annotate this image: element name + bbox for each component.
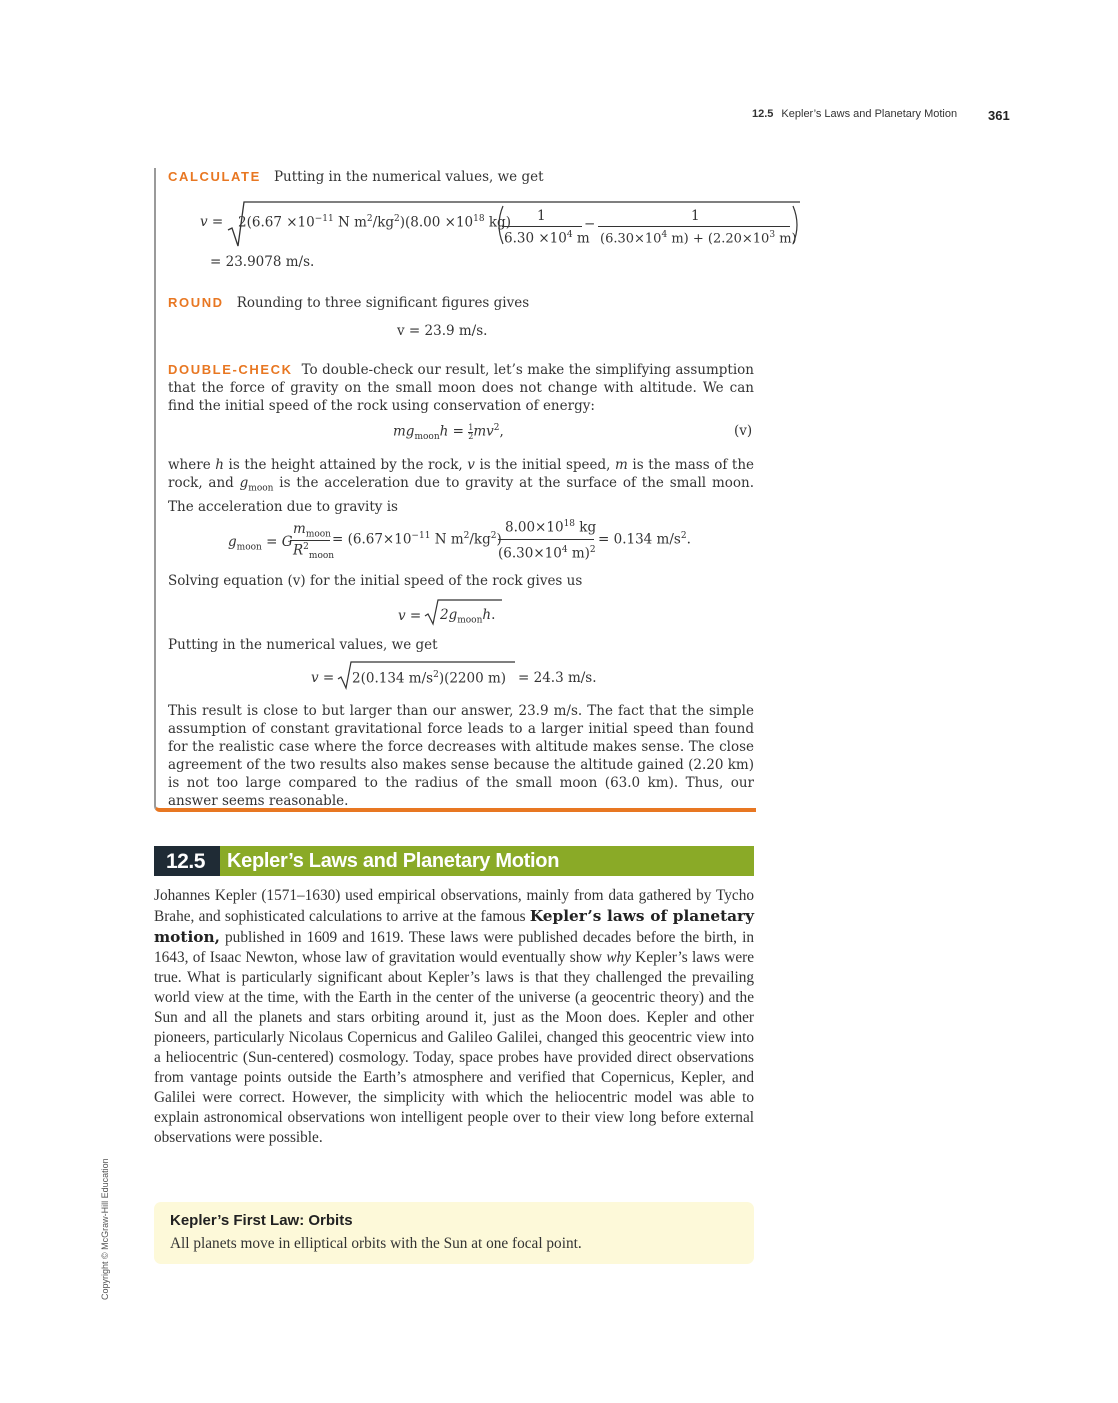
para-c: Kepler’s laws were true. What is particularly significant about Kepler’s laws is that they challenged the prevailing world view at the time, with the Earth in the center of the universe (a geocentric theory) and the Sun and all the planets and stars orbiting around it, just as the Moon does. Kepler and other pioneers, particularly Nicolaus Copernicus and Galileo Galilei, changed this geocentric view into a heliocentric (Sun-centered) cosmology. Today, space probes have provided direct observations from vantage points outside the Earth’s atmosphere and verified that Copernicus, Kepler, and Galilei were correct. However, the simplicity with which the heliocentric model was able to explain astronomical observations won intelligent people over to their view long before external observations were possible. [154,949,754,1146]
section-number: 12.5 [166,850,205,873]
gmoon-mass-num [505,519,596,536]
frac1-den-unit: m [572,230,590,247]
running-header [752,108,957,120]
frac1-den [504,230,590,247]
gmoon-mass-bar [498,539,594,540]
t2c: is the initial speed, [474,457,616,473]
eq-exp1: −11 [314,214,334,224]
copyright-notice: Copyright © McGraw-Hill Education [100,1158,110,1300]
t2m: m [615,457,628,473]
gmoon-mass-exp: 18 [563,519,576,529]
round-step [168,292,529,312]
gmoon-radius-exp: 4 [561,545,568,555]
frac1-num: 1 [537,208,546,224]
gmoon-den-r: R [293,542,304,559]
gmoon-result [598,531,691,548]
eq-v-half-num: 1 [468,422,474,432]
numeric-sup: 2 [433,670,439,680]
calculate-text: Putting in the numerical values, we get [273,169,544,185]
double-check-text1: To double-check our result, let’s make the simplifying assumption that the force of gravity on the small moon does not change with altitude. We can find the initial speed of the rock using conservation of energy: [168,362,754,414]
gmoon-val-exp: −11 [411,531,431,541]
eq-mass-unit: kg) [484,214,511,231]
calculate-label: CALCULATE [168,169,261,184]
double-check-para4: Putting in the numerical values, we get [168,637,438,653]
frac1-den-exp: 4 [566,230,573,240]
calculate-step [168,166,544,186]
calculate-lhs-text: v = [200,214,224,230]
running-header-section: 12.5 [752,108,774,120]
page-number: 361 [988,108,1010,123]
gmoon-mass: 8.00×10 [505,519,564,536]
para-a: Johannes Kepler (1571–1630) used empirical observations, mainly from data gathered by Tycho Brahe, and sophisticated calculations to arrive at the famous [154,887,754,925]
gmoon-radius-unit: m) [567,545,590,562]
gmoon-val-units: N m [430,531,464,548]
body-paragraph [154,886,754,1148]
t2d: is the mass of the rock, and [168,457,754,491]
eq-exp2: 18 [473,214,485,224]
frac1-bar [502,226,582,227]
numeric-body [352,670,506,687]
gmoon-frac-den [293,542,334,561]
gmoon-lhs [228,534,293,553]
sqrt-end: . [491,607,496,623]
double-check-para3: Solving equation (v) for the initial speed of the rock gives us [168,573,583,589]
round-result: v = 23.9 m/s. [397,323,488,339]
gmoon-result-sup: 2 [680,531,687,541]
gmoon-num-sub: moon [305,529,331,540]
frac2-den-c: m) [775,231,797,247]
eq-units1b: /kg [372,214,395,231]
law-title: Kepler’s First Law: Orbits [170,1212,353,1229]
sqrt-lhs-text: v = [398,608,422,624]
frac2-den [600,230,797,246]
para-b: published in 1609 and 1619. These laws were published decades before the birth, in 1643, of Isaac Newton, whose law of gravitation would eventually show [154,929,754,966]
gmoon-radius-den [498,545,596,562]
t2gsub: moon [248,483,274,494]
eq-v-rest: h = [439,423,469,440]
gmoon-radius-sup: 2 [589,545,596,555]
eq-v-mg: mg [393,423,415,440]
gmoon-val-close: ) [496,531,502,548]
calculate-lhs [200,214,223,230]
t2b: is the height attained by the rock, [223,457,468,473]
sqrt-sub: moon [457,615,483,626]
gmoon-den-sup: 2 [303,542,309,552]
gmoon-frac-bar [290,540,330,541]
numeric-result: = 24.3 m/s. [518,670,597,686]
gmoon-radius: (6.30×10 [498,545,562,562]
eq-v-end: mv [473,423,494,440]
frac1-den-base: 6.30 ×10 [504,230,567,247]
numeric-lhs-text: v = [311,670,335,686]
eq-v-half-den: 2 [468,431,474,441]
frac2-den-b: m) + (2.20×10 [667,231,770,247]
frac2-den-b-exp: 3 [769,230,776,240]
double-check-para5: This result is close to but larger than our answer, 23.9 m/s. The fact that the simple assumption of constant gravitational force leads to a larger initial speed than found for the realistic case where the force decreases with altitude makes sense. The close agreement of the two results also makes sense because the altitude gained (2.20 km) is not too large compared to the radius of the small moon (63.0 km). Thus, our answer seems reasonable. [168,703,754,809]
gmoon-result-end: . [686,531,691,548]
round-label: ROUND [168,295,224,310]
sqrt-lhs [398,608,421,624]
calculate-result: = 23.9078 m/s. [210,254,315,270]
t2h: h [215,457,224,473]
gmoon-lhs-g: g [228,534,237,550]
section-title: Kepler’s Laws and Planetary Motion [227,850,560,872]
para-italic: why [606,949,631,966]
minus-sign: − [584,216,596,232]
gmoon-frac-num [293,521,331,540]
double-check-para1 [168,361,754,415]
double-check-para2 [168,456,754,516]
eq-v-sub: moon [414,432,440,443]
eq-v-comma: , [499,423,504,440]
gmoon-result-val: = 0.134 m/s [598,531,681,548]
law-text: All planets move in elliptical orbits with the Sun at one focal point. [170,1235,582,1252]
eq-v-end-sup: 2 [493,423,500,433]
frac2-bar [598,226,790,227]
t2v: v [467,457,475,473]
equation-tag-v: (v) [734,423,753,439]
sqrt-h: h [482,607,492,623]
eq-factor: 2(6.67 ×10 [238,214,315,231]
sqrt-body-text: 2g [440,607,458,623]
numeric-body-a: 2(0.134 m/s [352,670,434,687]
t2g: g [239,475,249,491]
para-bold-term: Kepler’s laws of planetary motion, [154,907,754,946]
gmoon-val-units-b: /kg [469,531,491,548]
numeric-body-b: )(2200 m) [438,670,507,687]
double-check-label: DOUBLE-CHECK [168,362,293,377]
gmoon-num-m: m [293,521,306,537]
frac2-num: 1 [691,208,700,224]
round-text: Rounding to three significant figures gives [236,295,530,311]
gmoon-value: = ($6.67\times 10^{-11}$ N $m^2/kg^2$) [332,531,502,548]
calculate-factor: $2(6.67 \times 10^{-11}$ N $m^2/kg^2)(8.00 \times 10^{18}$ kg) [238,214,511,231]
gmoon-lhs-eq: = G [261,534,293,550]
numeric-lhs [311,670,334,686]
running-header-title: Kepler’s Laws and Planetary Motion [781,108,958,120]
eq-units1: N m [333,214,367,231]
gmoon-lhs-sub: moon [236,542,262,553]
sqrt-body [440,607,495,626]
frac2-den-a: (6.30×10 [600,231,662,247]
t2e: is the acceleration due to gravity at the surface of the small moon. The acceleration due to gravity is [168,475,754,515]
frac2-den-a-exp: 4 [661,230,668,240]
energy-equation [393,423,504,442]
t2a: where [168,457,216,473]
gmoon-den-sub: moon [308,551,335,562]
eq-mass: )(8.00 ×10 [399,214,474,231]
gmoon-val: = (6.67×10 [332,531,412,548]
gmoon-mass-unit: kg [575,519,597,536]
